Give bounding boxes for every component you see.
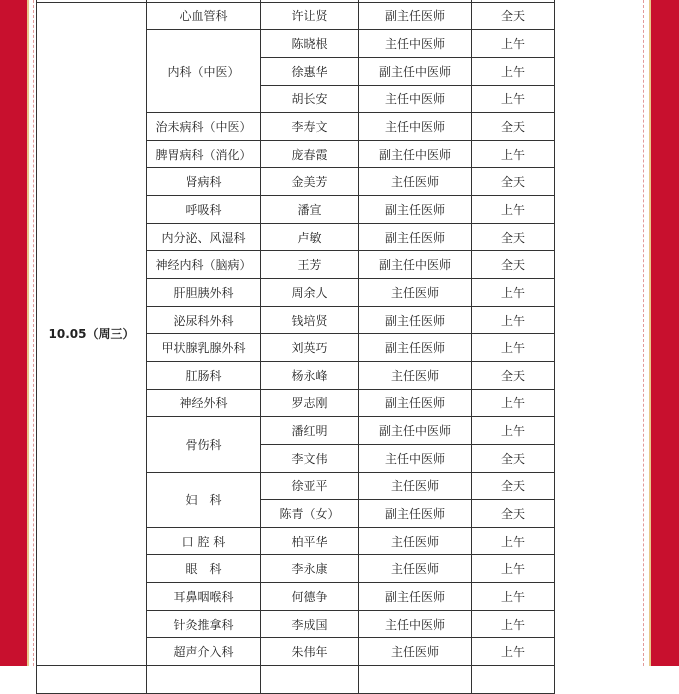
- doctor-cell: 李永康: [261, 555, 359, 583]
- title-cell: 主任医师: [359, 472, 472, 500]
- time-cell: 全天: [472, 113, 555, 141]
- doctor-cell: 陈青（女）: [261, 500, 359, 528]
- doctor-cell: 潘红明: [261, 417, 359, 445]
- time-cell: 上午: [472, 583, 555, 611]
- title-cell: 主任中医师: [359, 444, 472, 472]
- title-cell: 副主任中医师: [359, 140, 472, 168]
- title-cell: 主任中医师: [359, 30, 472, 58]
- time-cell: 全天: [472, 223, 555, 251]
- dashed-border-right: [643, 0, 644, 666]
- time-cell: 上午: [472, 306, 555, 334]
- title-cell: 副主任中医师: [359, 417, 472, 445]
- dept-cell: 甲状腺乳腺外科: [147, 334, 261, 362]
- dept-cell: 脾胃病科（消化）: [147, 140, 261, 168]
- title-cell: 副主任医师: [359, 223, 472, 251]
- dept-cell: 肝胆胰外科: [147, 279, 261, 307]
- dept-cell: 眼 科: [147, 555, 261, 583]
- doctor-cell: 杨永峰: [261, 361, 359, 389]
- title-cell: 主任医师: [359, 168, 472, 196]
- doctor-cell: 周余人: [261, 279, 359, 307]
- title-cell: 副主任医师: [359, 389, 472, 417]
- dept-cell: 内科（中医）: [147, 30, 261, 113]
- dept-cell: 超声介入科: [147, 638, 261, 666]
- doctor-cell: 胡长安: [261, 85, 359, 113]
- title-cell: 主任医师: [359, 638, 472, 666]
- time-cell: 上午: [472, 638, 555, 666]
- time-cell: 全天: [472, 444, 555, 472]
- doctor-cell: 罗志刚: [261, 389, 359, 417]
- doctor-cell: 王芳: [261, 251, 359, 279]
- schedule-table: [36, 0, 555, 694]
- frame-gold-border-right: [649, 0, 651, 666]
- doctor-cell: [261, 666, 359, 694]
- dept-cell: 口 腔 科: [147, 527, 261, 555]
- time-cell: [472, 666, 555, 694]
- title-cell: 主任中医师: [359, 610, 472, 638]
- date-cell-next: [37, 666, 147, 694]
- dept-cell: 内分泌、风湿科: [147, 223, 261, 251]
- time-cell: 上午: [472, 334, 555, 362]
- dept-cell: 泌尿科外科: [147, 306, 261, 334]
- dept-cell: 治未病科（中医）: [147, 113, 261, 141]
- dept-cell: 肛肠科: [147, 361, 261, 389]
- dept-cell: 骨伤科: [147, 417, 261, 472]
- title-cell: 主任医师: [359, 527, 472, 555]
- dept-cell: 神经内科（脑病）: [147, 251, 261, 279]
- table-row: [37, 666, 555, 694]
- doctor-cell: 庞春霞: [261, 140, 359, 168]
- dept-cell: [147, 666, 261, 694]
- title-cell: 副主任医师: [359, 500, 472, 528]
- dept-cell: 耳鼻咽喉科: [147, 583, 261, 611]
- time-cell: 上午: [472, 279, 555, 307]
- doctor-cell: 李成国: [261, 610, 359, 638]
- doctor-cell: 金美芳: [261, 168, 359, 196]
- title-cell: 主任医师: [359, 279, 472, 307]
- time-cell: 全天: [472, 168, 555, 196]
- time-cell: 全天: [472, 2, 555, 30]
- title-cell: 副主任医师: [359, 306, 472, 334]
- doctor-cell: 朱伟年: [261, 638, 359, 666]
- doctor-cell: 徐亚平: [261, 472, 359, 500]
- title-cell: 副主任医师: [359, 583, 472, 611]
- time-cell: 全天: [472, 361, 555, 389]
- time-cell: 上午: [472, 555, 555, 583]
- dept-cell: 神经外科: [147, 389, 261, 417]
- doctor-cell: 刘英巧: [261, 334, 359, 362]
- time-cell: 上午: [472, 85, 555, 113]
- date-cell: 10.05（周三）: [37, 2, 147, 665]
- title-cell: 主任医师: [359, 361, 472, 389]
- time-cell: 上午: [472, 417, 555, 445]
- title-cell: 主任中医师: [359, 85, 472, 113]
- time-cell: 上午: [472, 140, 555, 168]
- doctor-cell: 李文伟: [261, 444, 359, 472]
- time-cell: 上午: [472, 389, 555, 417]
- title-cell: 主任医师: [359, 555, 472, 583]
- dept-cell: 肾病科: [147, 168, 261, 196]
- time-cell: 上午: [472, 196, 555, 224]
- doctor-cell: 陈晓根: [261, 30, 359, 58]
- time-cell: 上午: [472, 610, 555, 638]
- time-cell: 上午: [472, 30, 555, 58]
- title-cell: 副主任中医师: [359, 57, 472, 85]
- time-cell: 全天: [472, 251, 555, 279]
- doctor-cell: 卢敏: [261, 223, 359, 251]
- title-cell: [359, 666, 472, 694]
- doctor-cell: 潘宣: [261, 196, 359, 224]
- title-cell: 副主任中医师: [359, 251, 472, 279]
- dept-cell: 针灸推拿科: [147, 610, 261, 638]
- table-row: [37, 2, 555, 30]
- dept-cell: 呼吸科: [147, 196, 261, 224]
- dept-cell: 妇 科: [147, 472, 261, 527]
- doctor-cell: 柏平华: [261, 527, 359, 555]
- time-cell: 上午: [472, 527, 555, 555]
- doctor-cell: 李寿文: [261, 113, 359, 141]
- doctor-cell: 钱培贤: [261, 306, 359, 334]
- time-cell: 上午: [472, 57, 555, 85]
- title-cell: 主任中医师: [359, 113, 472, 141]
- doctor-cell: 徐惠华: [261, 57, 359, 85]
- title-cell: 副主任医师: [359, 196, 472, 224]
- time-cell: 全天: [472, 500, 555, 528]
- doctor-cell: 许让贤: [261, 2, 359, 30]
- dashed-border-left: [33, 0, 34, 666]
- title-cell: 副主任医师: [359, 334, 472, 362]
- dept-cell: 心血管科: [147, 2, 261, 30]
- doctor-cell: 何德争: [261, 583, 359, 611]
- time-cell: 全天: [472, 472, 555, 500]
- title-cell: 副主任医师: [359, 2, 472, 30]
